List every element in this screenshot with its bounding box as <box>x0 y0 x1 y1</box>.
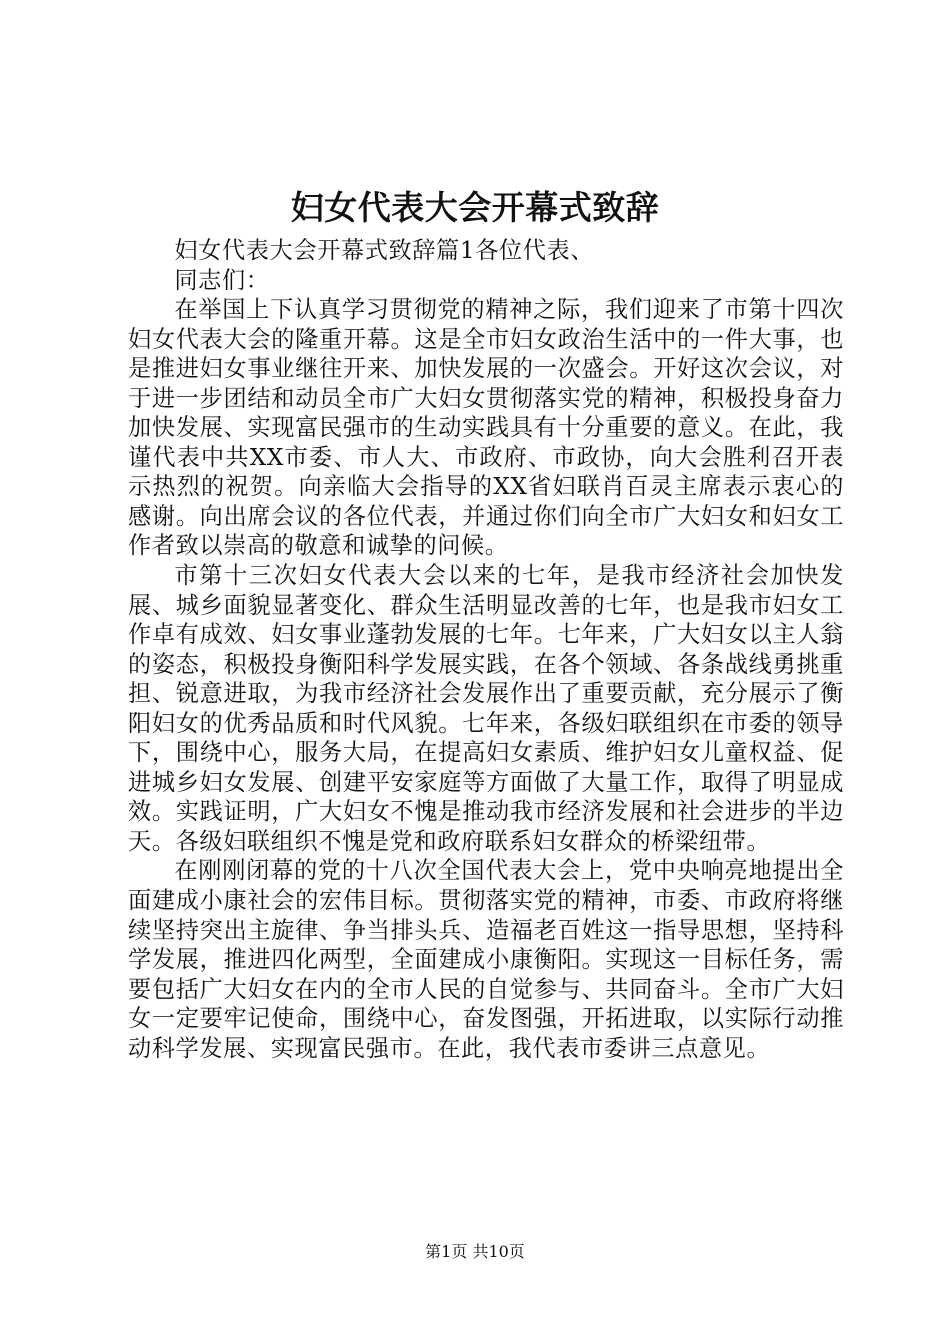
page-footer: 第1页 共10页 <box>425 1242 525 1261</box>
paragraph-opening: 在举国上下认真学习贯彻党的精神之际，我们迎来了市第十四次妇女代表大会的隆重开幕。这是全市妇女政治生活中的一件大事，也是推进妇女事业继往开来、加快发展的一次盛会。开好这次会议，对于进一步团结和动员全市广大妇女贯彻落实党的精神，积极投身奋力加快发展、实现富民强市的生动实践具有十分重要的意义。在此，我谨代表中共XX市委、市人大、市政府、市政协，向大会胜利召开表示热烈的祝贺。向亲临大会指导的XX省妇联肖百灵主席表示衷心的感谢。向出席会议的各位代表，并通过你们向全市广大妇女和妇女工作者致以崇高的敬意和诚挚的问候。 <box>128 296 844 560</box>
document-title: 妇女代表大会开幕式致辞 <box>290 188 660 227</box>
document-body <box>128 236 844 1063</box>
paragraph-intro: 妇女代表大会开幕式致辞篇1各位代表、 <box>174 237 595 264</box>
paragraph-review: 市第十三次妇女代表大会以来的七年，是我市经济社会加快发展、城乡面貌显著变化、群众生活明显改善的七年，也是我市妇女工作卓有成效、妇女事业蓬勃发展的七年。七年来，广大妇女以主人翁的姿态，积极投身衡阳科学发展实践，在各个领域、各条战线勇挑重担、锐意进取，为我市经济社会发展作出了重要贡献，充分展示了衡阳妇女的优秀品质和时代风貌。七年来，各级妇联组织在市委的领导下，围绕中心，服务大局，在提高妇女素质、维护妇女儿童权益、促进城乡妇女发展、创建平安家庭等方面做了大量工作，取得了明显成效。实践证明，广大妇女不愧是推动我市经济发展和社会进步的半边天。各级妇联组织不愧是党和政府联系妇女群众的桥梁纽带。 <box>128 562 844 855</box>
paragraph-goals: 在刚刚闭幕的党的十八次全国代表大会上，党中央响亮地提出全面建成小康社会的宏伟目标。贯彻落实党的精神，市委、市政府将继续坚持突出主旋律、争当排头兵、造福老百姓这一指导思想，坚持科学发展，推进四化两型，全面建成小康衡阳。实现这一目标任务，需要包括广大妇女在内的全市人民的自觉参与、共同奋斗。全市广大妇女一定要牢记使命，围绕中心，奋发图强，开拓进取，以实际行动推动科学发展、实现富民强市。在此，我代表市委讲三点意见。 <box>128 857 844 1062</box>
paragraph-salutation: 同志们： <box>174 266 270 294</box>
